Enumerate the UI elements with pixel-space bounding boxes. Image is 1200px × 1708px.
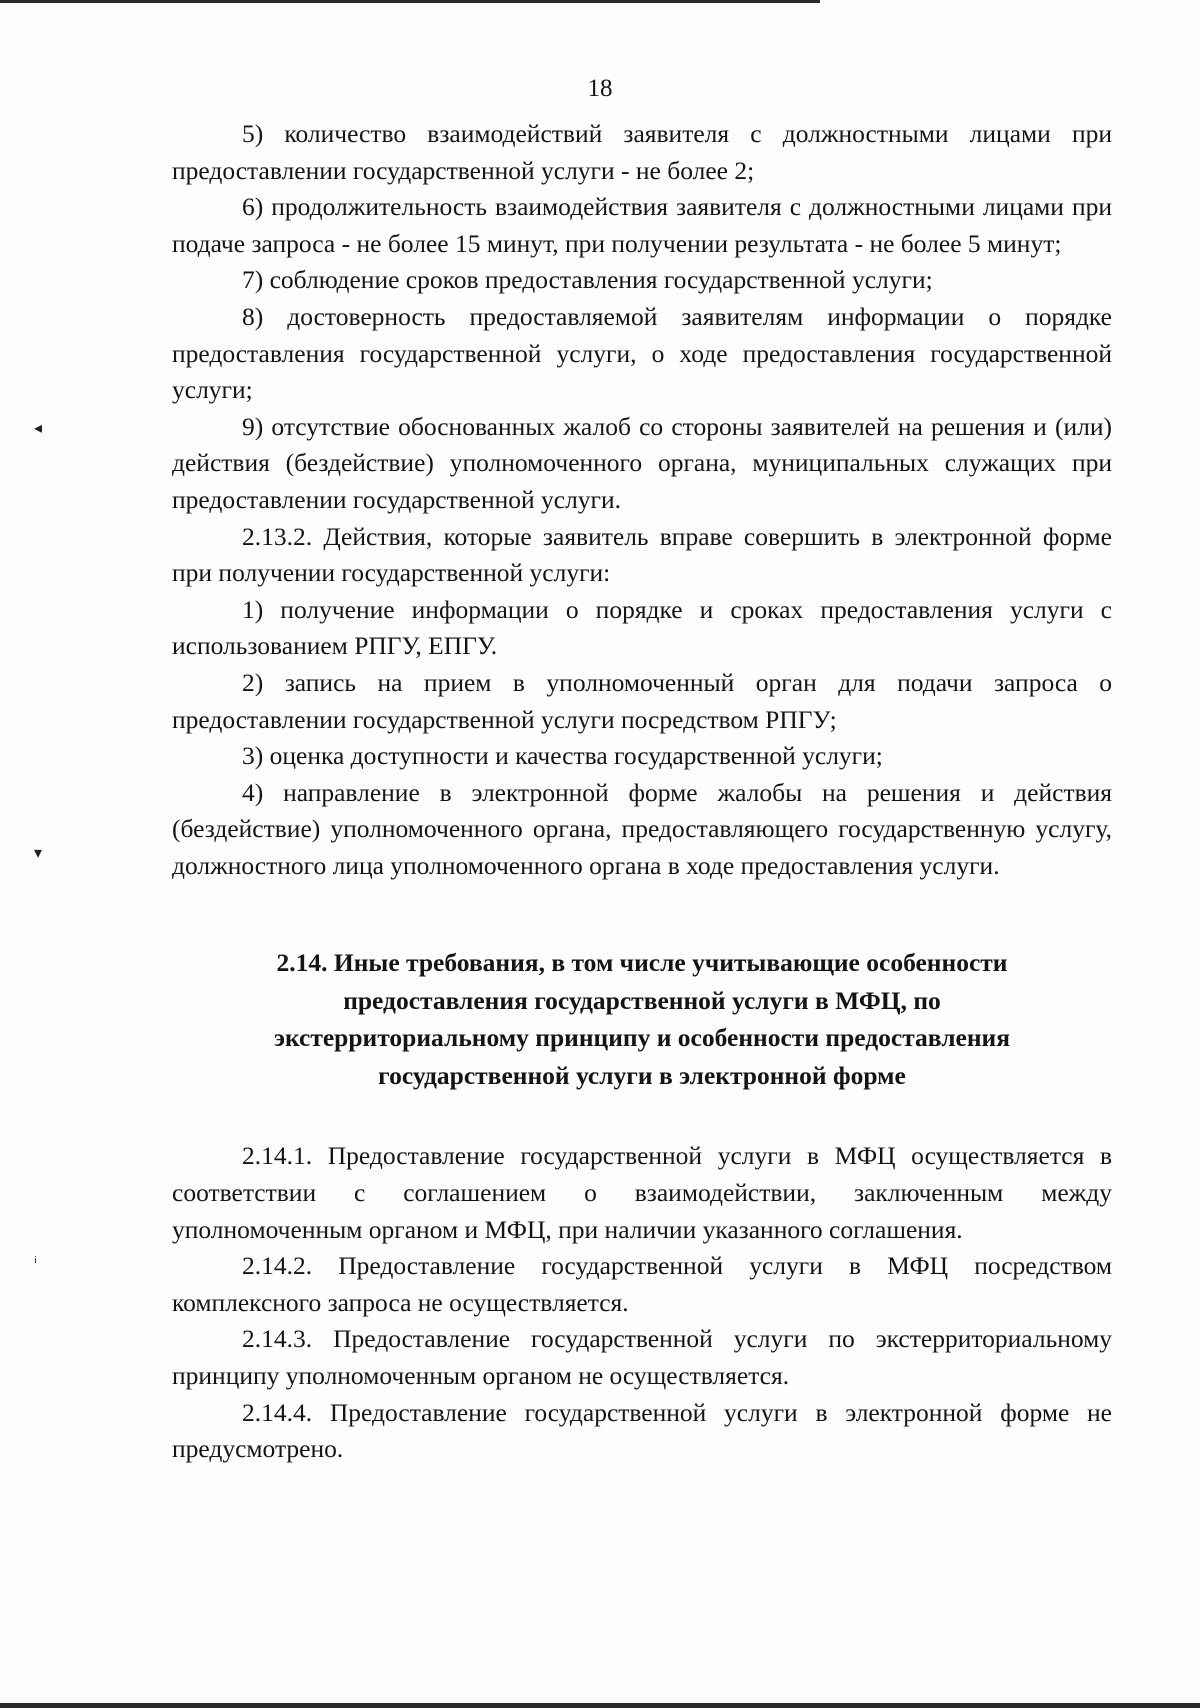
paragraph: 2.13.2. Действия, которые заявитель вправе совершить в электронной форме при получении государственной услуги: [172,521,1112,588]
paragraph: 1) получение информации о порядке и сроках предоставления услуги с использованием РПГУ, ЕПГУ. [172,594,1112,661]
section-heading-line: экстерриториальному принципу и особенности предоставления [273,1023,1011,1053]
scan-mark: ᵢ [34,1248,37,1267]
paragraph: 9) отсутствие обоснованных жалоб со стороны заявителей на решения и (или) действия (бездействие) уполномоченного органа, муниципальных служащих при предоставлении государственной услуги. [172,411,1112,514]
scan-edge-bottom [0,1703,1200,1708]
paragraph: 6) продолжительность взаимодействия заявителя с должностными лицами при подаче запроса - не более 15 минут, при получении результата - не более 5 минут; [172,192,1112,258]
paragraph: 2.14.2. Предоставление государственной услуги в МФЦ посредством комплексного запроса не осуществляется. [172,1251,1112,1317]
paragraph: 4) направление в электронной форме жалобы на решения и действия (бездействие) уполномоченного органа, предоставляющего государственную услугу, должностного лица уполномоченного органа в ходе предоставления услуги. [172,777,1112,880]
paragraph: 2.14.1. Предоставление государственной услуги в МФЦ осуществляется в соответствии с соглашением о взаимодействии, заключенным между уполномоченным органом и МФЦ, при наличии указанного соглашения. [172,1141,1112,1244]
section-heading [172,944,1112,1094]
section-heading-line: предоставления государственной услуги в МФЦ, по [343,985,941,1015]
section-heading-line: 2.14. Иные требования, в том числе учитывающие особенности [276,948,1008,978]
paragraph: 7) соблюдение сроков предоставления государственной услуги; [242,265,933,295]
document-body [172,116,1112,1468]
scan-edge-top [0,0,820,3]
section-heading-line: государственной услуги в электронной форме [378,1060,906,1090]
paragraph: 3) оценка доступности и качества государственной услуги; [242,741,883,771]
paragraph: 8) достоверность предоставляемой заявителям информации о порядке предоставления государственной услуги, о ходе предоставления государственной услуги; [172,301,1112,405]
paragraph: 2.14.3. Предоставление государственной услуги по экстерриториальному принципу уполномоченным органом не осуществляется. [172,1324,1112,1391]
paragraph: 5) количество взаимодействий заявителя с должностными лицами при предоставлении государственной услуги - не более 2; [172,119,1112,185]
paragraph: 2.14.4. Предоставление государственной услуги в электронной форме не предусмотрено. [172,1397,1112,1464]
paragraph: 2) запись на прием в уполномоченный орган для подачи запроса о предоставлении государственной услуги посредством РПГУ; [172,667,1112,734]
page-number: 18 [587,75,613,102]
scan-mark: ▾ [34,843,43,862]
scan-mark: ◂ [34,418,43,437]
